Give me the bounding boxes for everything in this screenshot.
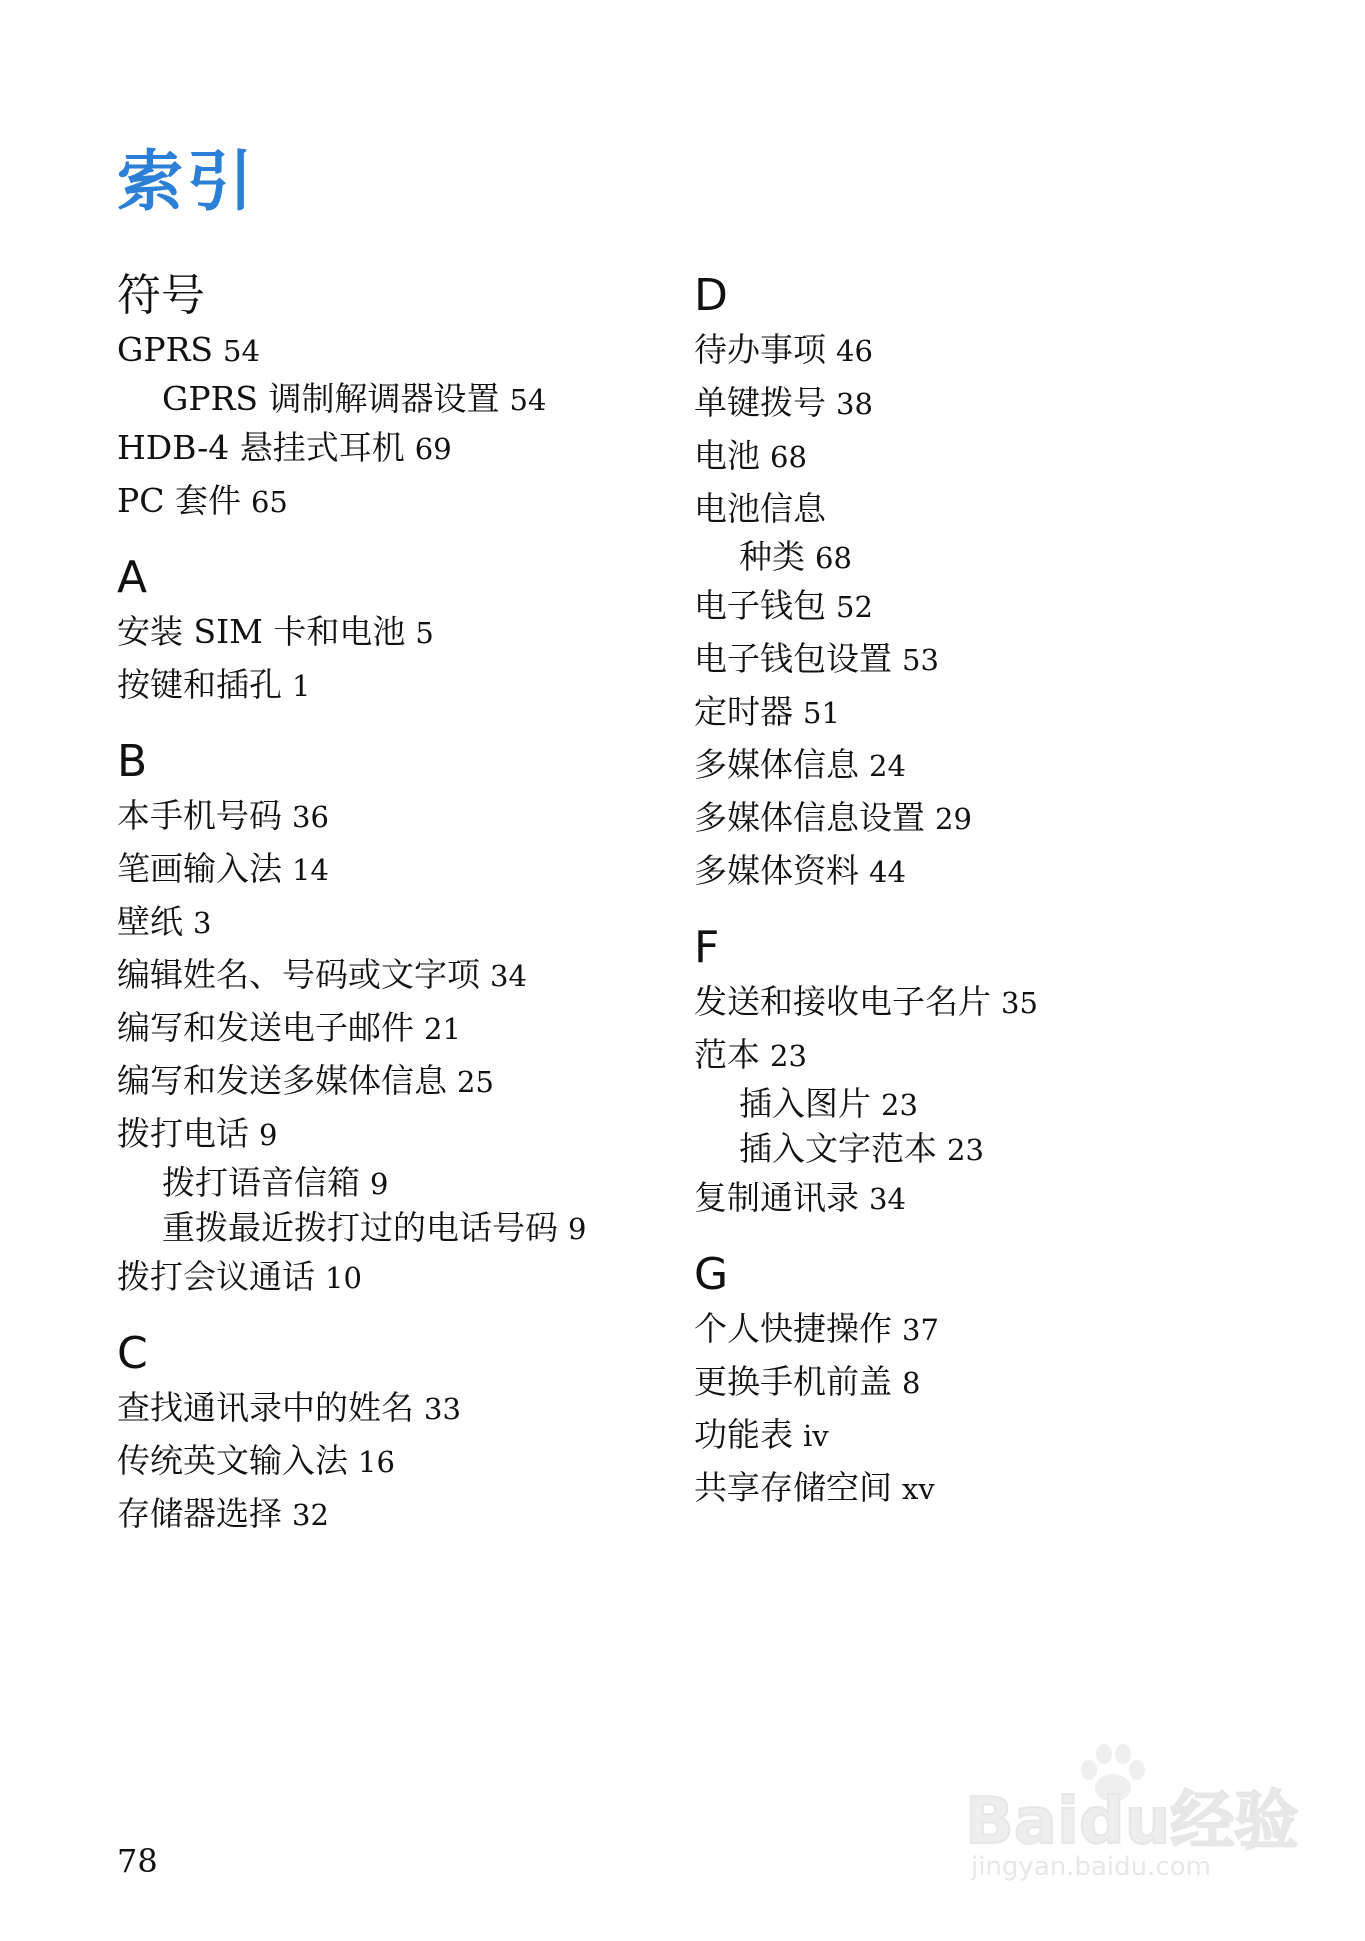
entry-page: 10 [325, 1261, 362, 1295]
index-entry [694, 686, 1254, 739]
index-entry [694, 976, 1254, 1029]
index-entry [694, 1409, 1254, 1462]
entry-page: 9 [370, 1167, 389, 1201]
section-heading: F [694, 922, 720, 973]
entry-text: HDB-4 悬挂式耳机 [117, 428, 405, 467]
entry-text: 查找通讯录中的姓名 [117, 1388, 414, 1427]
section-heading: A [117, 552, 148, 603]
entry-text: GPRS [117, 330, 214, 369]
entry-page: 14 [292, 853, 329, 887]
index-entry [694, 324, 1254, 377]
index-section [117, 1326, 677, 1541]
entry-page: 9 [568, 1212, 587, 1246]
entry-text: 壁纸 [117, 902, 183, 941]
index-entry [694, 845, 1254, 898]
entry-text: 重拨最近拨打过的电话号码 [162, 1208, 558, 1247]
entry-page: 23 [770, 1039, 807, 1073]
entry-text: 拨打会议通话 [117, 1257, 315, 1296]
index-subentry [117, 377, 677, 422]
entry-text: 发送和接收电子名片 [694, 982, 991, 1021]
entry-page: xv [902, 1472, 935, 1506]
entry-text: 更换手机前盖 [694, 1362, 892, 1401]
entry-text: 电子钱包设置 [694, 639, 892, 678]
index-entry [117, 324, 677, 377]
entry-page: 16 [358, 1445, 395, 1479]
index-subentry [117, 1161, 677, 1206]
entry-text: 功能表 [694, 1415, 793, 1454]
index-entry [117, 896, 677, 949]
entry-text: 个人快捷操作 [694, 1309, 892, 1348]
entry-page: iv [803, 1419, 829, 1453]
entry-page: 68 [770, 440, 807, 474]
entry-text: 插入文字范本 [739, 1129, 937, 1168]
index-entry [694, 1356, 1254, 1409]
page-title: 索引 [117, 143, 257, 220]
index-entry [694, 1029, 1254, 1082]
index-entry [117, 1055, 677, 1108]
entry-text: 定时器 [694, 692, 793, 731]
index-section [117, 734, 677, 1304]
section-heading: D [694, 270, 728, 321]
entry-page: 29 [935, 802, 972, 836]
entry-text: 复制通讯录 [694, 1178, 859, 1217]
entry-page: 5 [415, 616, 434, 650]
entry-text: 按键和插孔 [117, 665, 282, 704]
entry-text: 共享存储空间 [694, 1468, 892, 1507]
watermark-logo: Baidu经验 [965, 1785, 1299, 1859]
entry-page: 25 [457, 1065, 494, 1099]
index-entry [117, 475, 677, 528]
entry-text: 多媒体资料 [694, 851, 859, 890]
index-entry [694, 377, 1254, 430]
entry-text: 电池 [694, 436, 760, 475]
entry-page: 3 [193, 906, 212, 940]
index-entry [117, 606, 677, 659]
entry-page: 52 [836, 590, 873, 624]
index-subentry [694, 1127, 1254, 1172]
index-entry [694, 483, 1254, 535]
index-entry [117, 843, 677, 896]
index-subentry [694, 1082, 1254, 1127]
entry-page: 9 [259, 1118, 278, 1152]
entry-text: 安装 SIM 卡和电池 [117, 612, 406, 651]
index-entry [694, 739, 1254, 792]
index-entry [117, 659, 677, 712]
index-entry [117, 1382, 677, 1435]
entry-page: 35 [1001, 986, 1038, 1020]
index-entry [694, 1462, 1254, 1515]
entry-text: 拨打语音信箱 [162, 1163, 360, 1202]
entry-text: 范本 [694, 1035, 760, 1074]
index-entry [694, 430, 1254, 483]
section-heading: G [694, 1249, 729, 1300]
entry-page: 51 [803, 696, 840, 730]
entry-page: 46 [836, 334, 873, 368]
entry-text: 笔画输入法 [117, 849, 282, 888]
index-entry [117, 949, 677, 1002]
entry-text: 多媒体信息设置 [694, 798, 925, 837]
index-entry [694, 792, 1254, 845]
entry-text: 种类 [739, 537, 805, 576]
entry-text: 存储器选择 [117, 1494, 282, 1533]
entry-text: 传统英文输入法 [117, 1441, 348, 1480]
entry-page: 23 [947, 1133, 984, 1167]
entry-page: 68 [815, 541, 852, 575]
entry-page: 24 [869, 749, 906, 783]
entry-page: 44 [869, 855, 906, 889]
index-entry [117, 1002, 677, 1055]
entry-page: 33 [424, 1392, 461, 1426]
entry-page: 34 [869, 1182, 906, 1216]
entry-text: 电子钱包 [694, 586, 826, 625]
entry-page: 38 [836, 387, 873, 421]
section-heading: C [117, 1328, 148, 1379]
entry-text: 多媒体信息 [694, 745, 859, 784]
index-section [694, 920, 1254, 1225]
index-entry [694, 1303, 1254, 1356]
index-column-right [694, 268, 1254, 1537]
entry-page: 65 [250, 485, 288, 519]
index-entry [694, 633, 1254, 686]
entry-page: 69 [414, 432, 452, 466]
entry-page: 34 [490, 959, 527, 993]
entry-text: 电池信息 [694, 489, 826, 528]
entry-page: 8 [902, 1366, 921, 1400]
entry-text: PC 套件 [117, 481, 241, 520]
section-heading: 符号 [117, 270, 205, 321]
entry-page: 37 [902, 1313, 939, 1347]
index-section [694, 268, 1254, 898]
entry-text: 本手机号码 [117, 796, 282, 835]
index-section [694, 1247, 1254, 1515]
index-subentry [117, 1206, 677, 1251]
entry-text: 编写和发送多媒体信息 [117, 1061, 447, 1100]
watermark [965, 1740, 1305, 1890]
entry-page: 54 [223, 334, 260, 368]
entry-text: 单键拨号 [694, 383, 826, 422]
index-entry [117, 1251, 677, 1304]
index-entry [117, 1488, 677, 1541]
watermark-url: jingyan.baidu.com [971, 1852, 1211, 1882]
index-subentry [694, 535, 1254, 580]
entry-text: 插入图片 [739, 1084, 871, 1123]
index-section [117, 268, 677, 528]
entry-page: 21 [424, 1012, 461, 1046]
entry-page: 1 [292, 669, 311, 703]
index-entry [117, 1435, 677, 1488]
index-entry [117, 1108, 677, 1161]
section-heading: B [117, 736, 148, 787]
index-entry [117, 790, 677, 843]
index-entry [694, 580, 1254, 633]
index-column-left [117, 268, 677, 1563]
entry-text: 待办事项 [694, 330, 826, 369]
entry-text: 编写和发送电子邮件 [117, 1008, 414, 1047]
entry-text: GPRS 调制解调器设置 [162, 379, 500, 418]
entry-page: 53 [902, 643, 939, 677]
entry-text: 编辑姓名、号码或文字项 [117, 955, 480, 994]
entry-text: 拨打电话 [117, 1114, 249, 1153]
entry-page: 54 [509, 383, 547, 417]
entry-page: 32 [292, 1498, 329, 1532]
index-entry [117, 422, 677, 475]
entry-page: 23 [881, 1088, 918, 1122]
page-number: 78 [117, 1842, 158, 1880]
index-entry [694, 1172, 1254, 1225]
entry-page: 36 [292, 800, 329, 834]
index-section [117, 550, 677, 712]
